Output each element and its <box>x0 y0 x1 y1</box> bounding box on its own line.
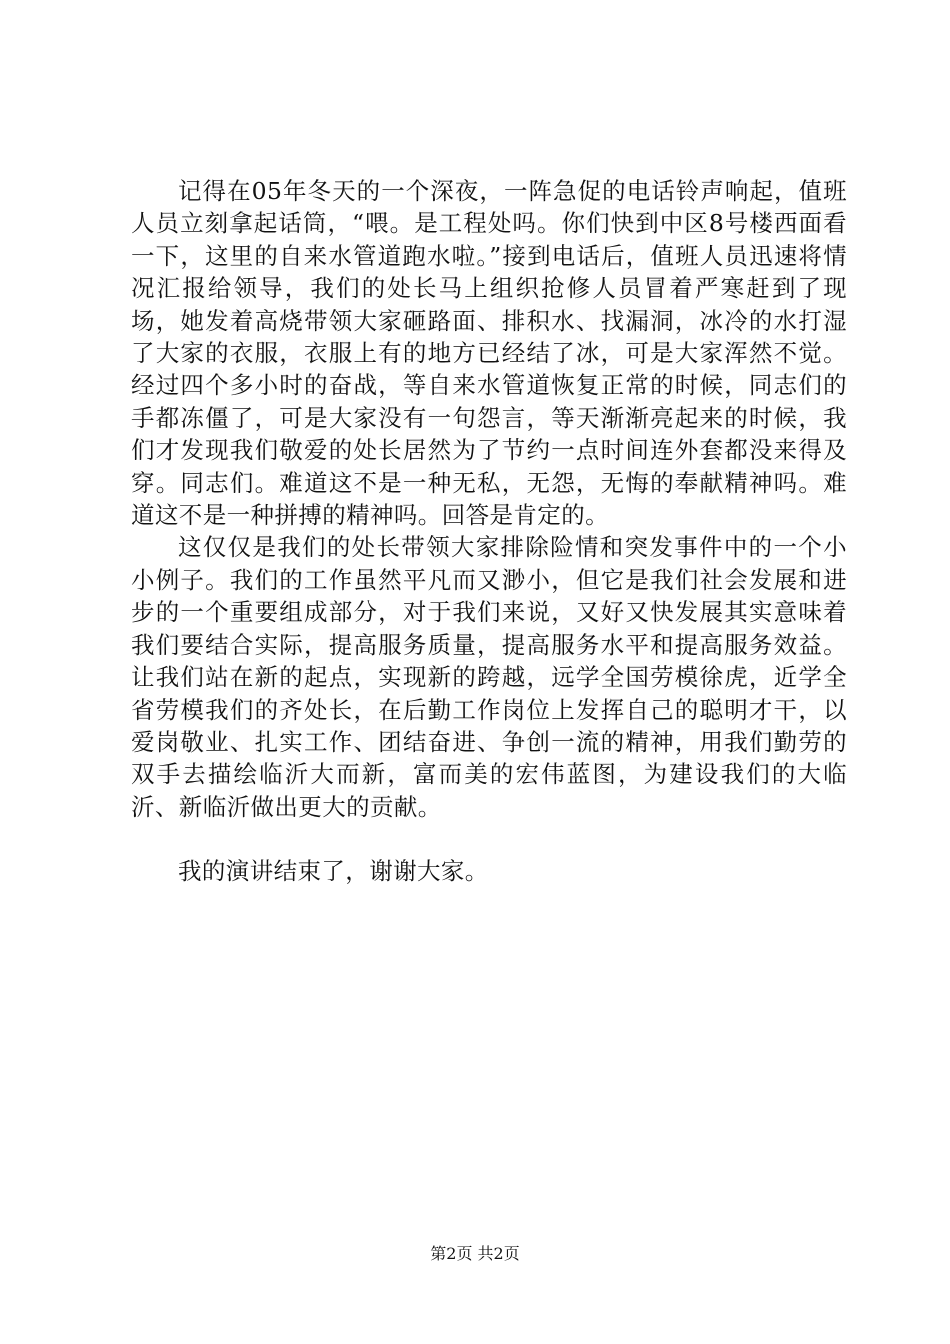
document-body <box>131 175 847 888</box>
paragraph-conclusion: 这仅仅是我们的处长带领大家排除险情和突发事件中的一个小小例子。我们的工作虽然平凡而又渺小，但它是我们社会发展和进步的一个重要组成部分，对于我们来说，又好又快发展其实意味着我们要结合实际，提高服务质量，提高服务水平和提高服务效益。让我们站在新的起点，实现新的跨越，远学全国劳模徐虎，近学全省劳模我们的齐处长，在后勤工作岗位上发挥自己的聪明才干，以爱岗敬业、扎实工作、团结奋进、争创一流的精神，用我们勤劳的双手去描绘临沂大而新，富而美的宏伟蓝图，为建设我们的大临沂、新临沂做出更大的贡献。 <box>131 533 847 821</box>
closing-remark: 我的演讲结束了，谢谢大家。 <box>178 857 489 886</box>
page-number: 第2页 共2页 <box>430 1244 520 1263</box>
paragraph-story: 记得在05年冬天的一个深夜，一阵急促的电话铃声响起，值班人员立刻拿起话筒，“喂。是工程处吗。你们快到中区8号楼西面看一下，这里的自来水管道跑水啦。”接到电话后，值班人员迅速将情况汇报给领导，我们的处长马上组织抢修人员冒着严寒赶到了现场，她发着高烧带领大家砸路面、排积水、找漏洞，冰冷的水打湿了大家的衣服，衣服上有的地方已经结了冰，可是大家浑然不觉。经过四个多小时的奋战，等自来水管道恢复正常的时候，同志们的手都冻僵了，可是大家没有一句怨言，等天渐渐亮起来的时候，我们才发现我们敬爱的处长居然为了节约一点时间连外套都没来得及穿。同志们。难道这不是一种无私，无怨，无悔的奉献精神吗。难道这不是一种拼搏的精神吗。回答是肯定的。 <box>131 177 847 530</box>
page-footer <box>0 1244 950 1264</box>
